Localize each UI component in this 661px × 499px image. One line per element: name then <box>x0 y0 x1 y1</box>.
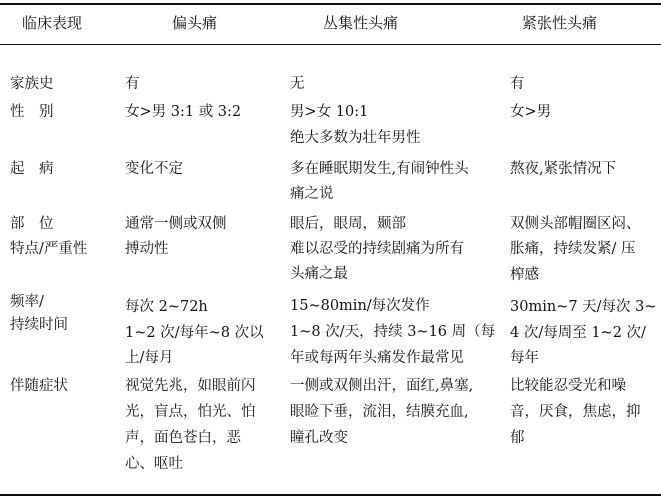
cell-cluster-symptoms-1: 一侧或双侧出汗，面红,鼻塞, <box>290 378 474 394</box>
cell-tension-location-1: 双侧头部帽圈区闷、 <box>510 216 641 232</box>
cell-migraine-frequency-2: 1~2 次/每年~8 次以 <box>125 325 264 341</box>
cell-cluster-onset-2: 痛之说 <box>290 186 334 202</box>
header-migraine: 偏头痛 <box>172 14 218 32</box>
cell-migraine-character: 搏动性 <box>125 241 169 257</box>
cell-tension-onset: 熬夜,紧张情况下 <box>510 161 617 177</box>
row-label-frequency: 频率/ <box>10 294 44 310</box>
cell-tension-frequency-1: 30min~7 天/每次 3~ <box>510 299 657 315</box>
row-label-sex: 性 别 <box>10 104 54 120</box>
row-label-symptoms: 伴随症状 <box>10 378 68 394</box>
cell-migraine-family: 有 <box>125 76 140 92</box>
row-label-family: 家族史 <box>10 76 54 92</box>
cell-migraine-symptoms-4: 心、呕吐 <box>125 456 183 472</box>
cell-cluster-symptoms-3: 瞳孔改变 <box>290 430 348 446</box>
cell-migraine-symptoms-3: 声，面色苍白，恶 <box>125 430 241 446</box>
cell-cluster-frequency-3: 年或每两年头痛发作最常见 <box>290 350 464 366</box>
cell-cluster-character-2: 头痛之最 <box>290 266 348 282</box>
cell-cluster-sex-2: 绝大多数为壮年男性 <box>290 130 421 146</box>
row-label-duration: 持续时间 <box>10 317 68 333</box>
cell-cluster-symptoms-2: 眼睑下垂，流泪，结膜充血, <box>290 404 469 420</box>
cell-tension-family: 有 <box>510 76 525 92</box>
cell-migraine-location: 通常一侧或双侧 <box>125 216 227 232</box>
header-tension: 紧张性头痛 <box>522 14 598 32</box>
header-rule <box>0 44 661 45</box>
top-rule <box>0 3 661 5</box>
cell-cluster-onset-1: 多在睡眠期发生,有闹钟性头 <box>290 161 469 177</box>
cell-cluster-frequency-1: 15~80min/每次发作 <box>290 298 430 314</box>
cell-tension-symptoms-1: 比较能忍受光和噪 <box>510 378 626 394</box>
row-label-location: 部 位 <box>10 216 54 232</box>
cell-migraine-onset: 变化不定 <box>125 161 183 177</box>
cell-migraine-symptoms-1: 视觉先兆，如眼前闪 <box>125 378 256 394</box>
row-label-character: 特点/严重性 <box>10 241 88 257</box>
cell-tension-frequency-2: 4 次/每周至 1~2 次/ <box>510 325 646 341</box>
cell-tension-frequency-3: 每年 <box>510 350 539 366</box>
cell-cluster-location: 眼后，眼周，颞部 <box>290 216 406 232</box>
cell-migraine-sex: 女>男 3:1 或 3:2 <box>125 104 242 120</box>
cell-cluster-family: 无 <box>290 76 305 92</box>
cell-migraine-frequency-1: 每次 2~72h <box>125 299 208 315</box>
cell-tension-symptoms-3: 郁 <box>510 430 525 446</box>
cell-migraine-symptoms-2: 光，盲点，怕光、怕 <box>125 404 256 420</box>
cell-migraine-frequency-3: 上/每月 <box>125 350 174 366</box>
cell-tension-location-2: 胀痛，持续发紧/ 压 <box>510 241 636 257</box>
cell-tension-location-3: 榨感 <box>510 267 539 283</box>
header-cluster: 丛集性头痛 <box>323 14 399 32</box>
cell-tension-sex: 女>男 <box>510 104 552 120</box>
cell-cluster-character-1: 难以忍受的持续剧痛为所有 <box>290 241 464 257</box>
bottom-rule <box>0 494 661 496</box>
cell-tension-symptoms-2: 音，厌食，焦虑，抑 <box>510 404 641 420</box>
cell-cluster-sex-1: 男>女 10:1 <box>290 104 369 120</box>
cell-cluster-frequency-2: 1~8 次/天，持续 3~16 周（每 <box>290 324 496 340</box>
header-clinical: 临床表现 <box>22 14 83 32</box>
row-label-onset: 起 病 <box>10 161 54 177</box>
